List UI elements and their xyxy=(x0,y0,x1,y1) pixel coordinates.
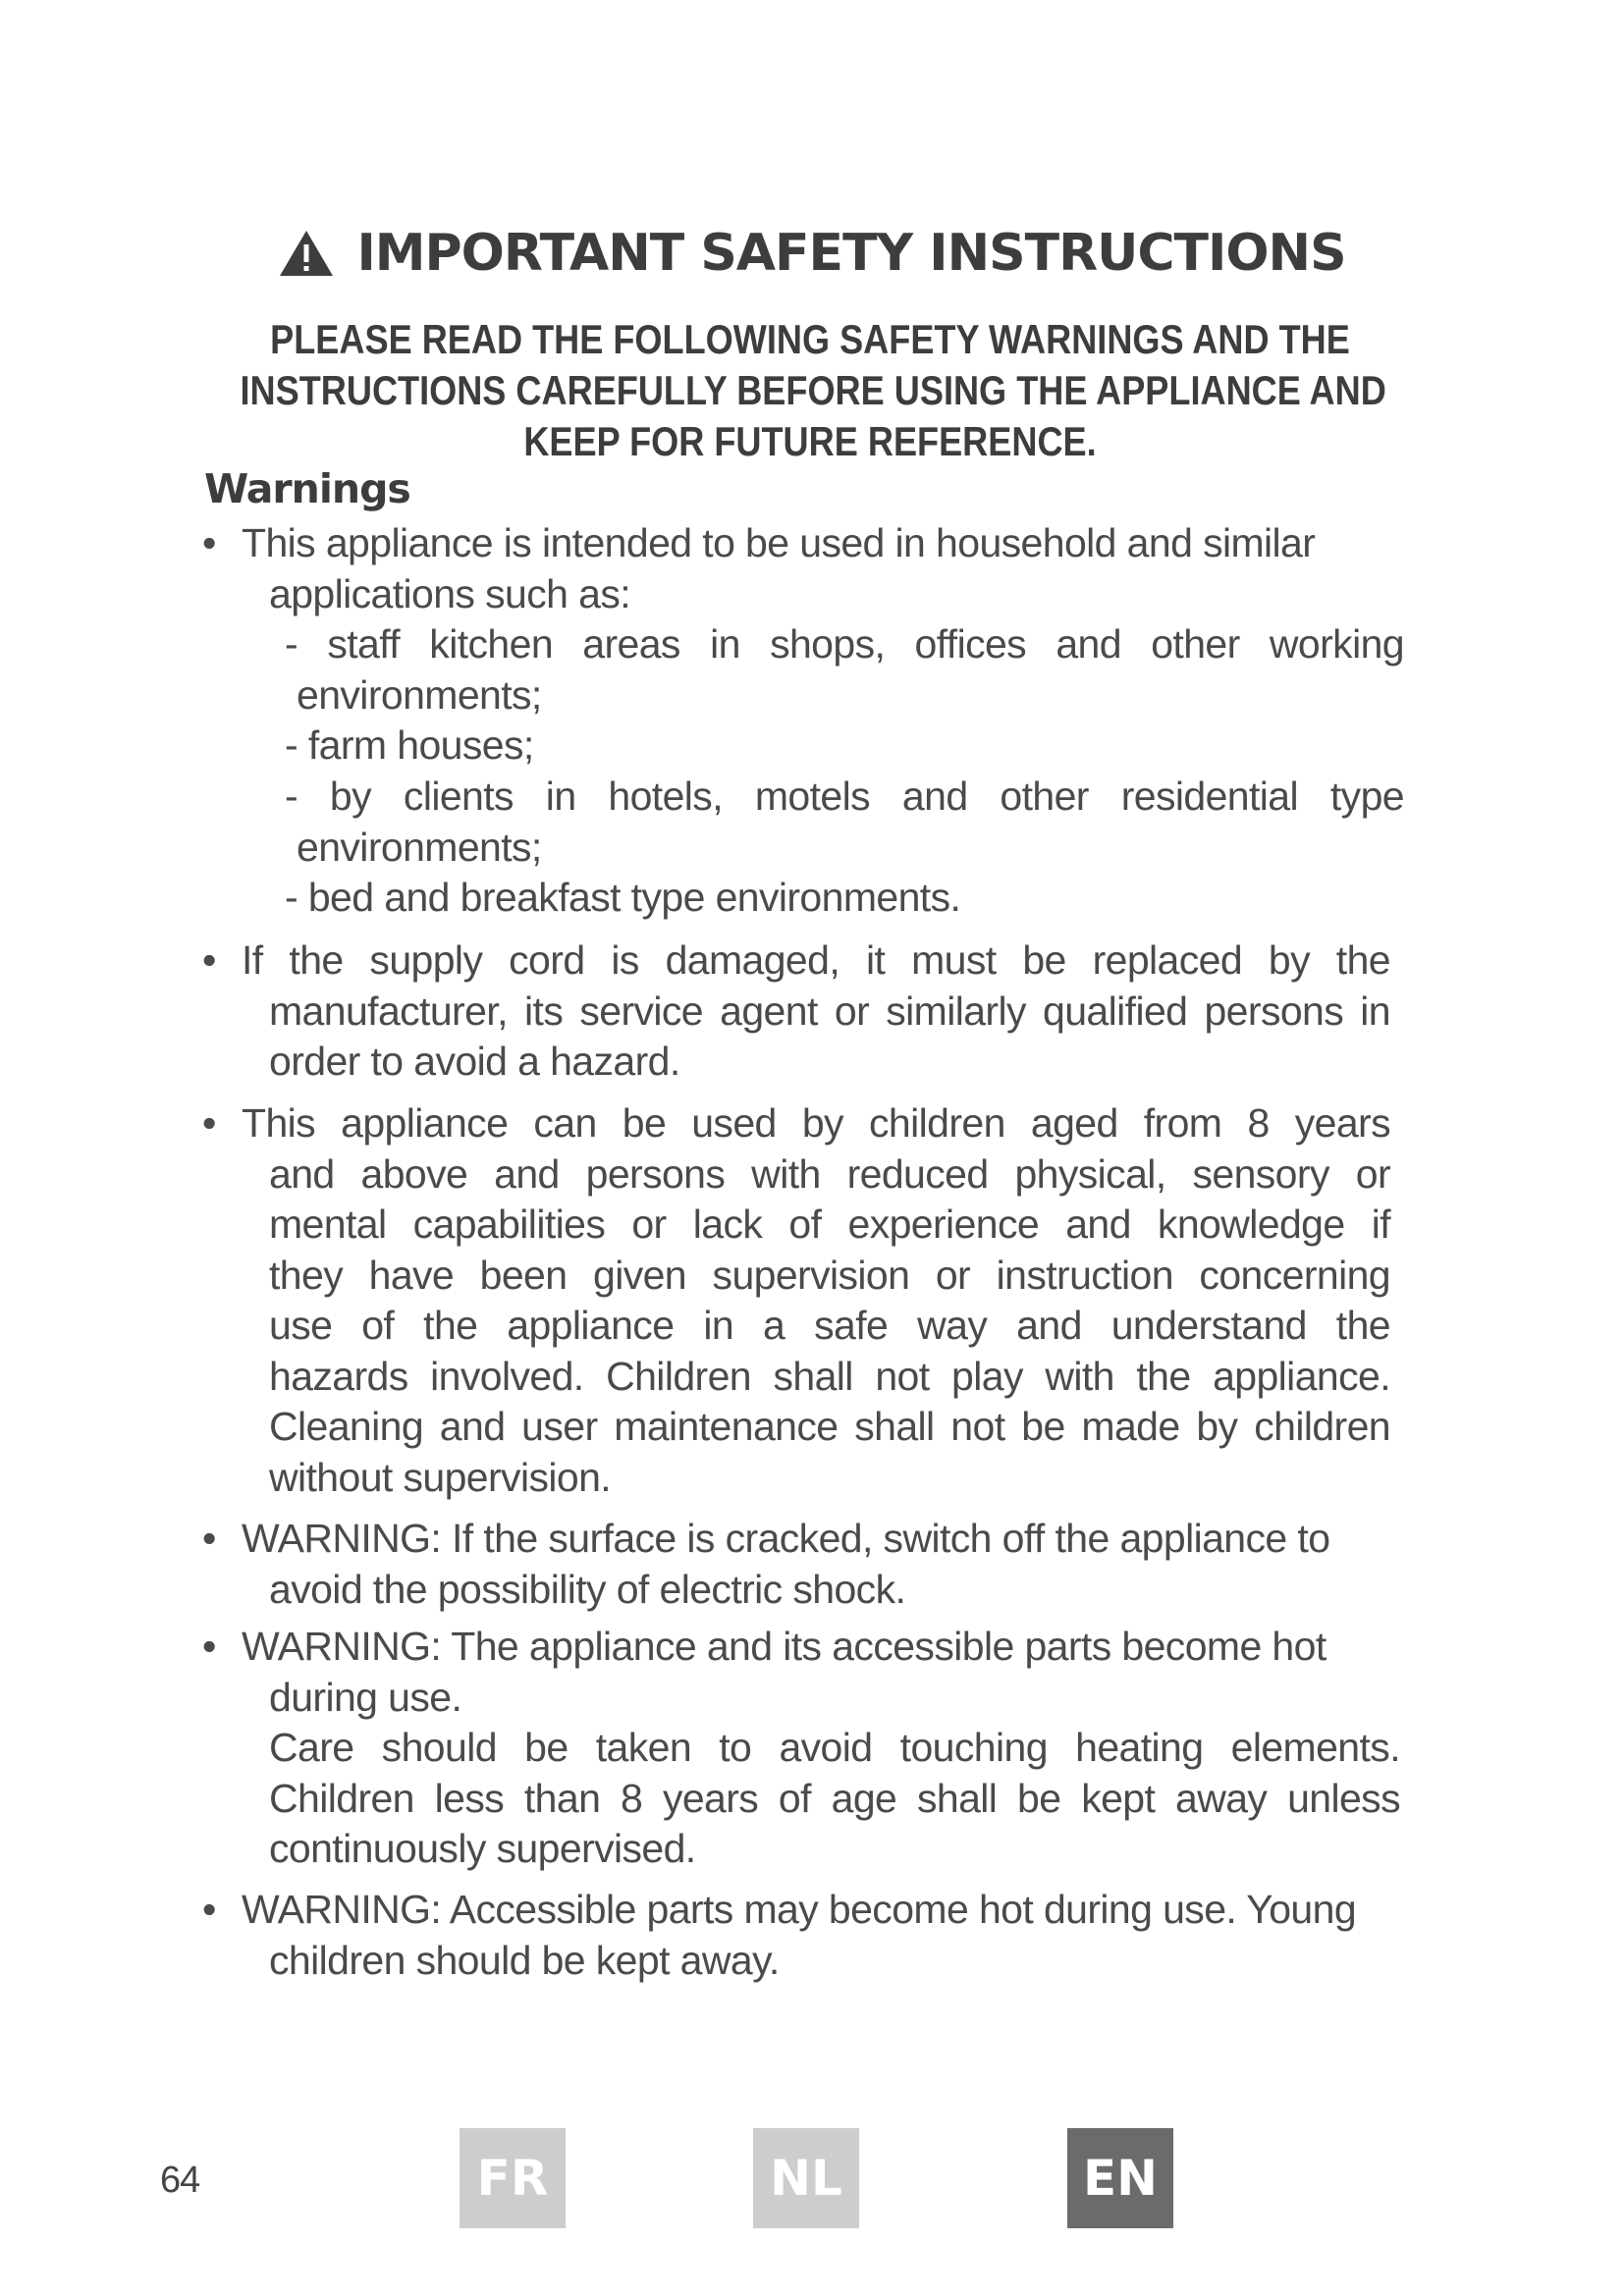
sub-item xyxy=(285,873,1404,924)
text-line: avoid the possibility of electric shock. xyxy=(269,1566,906,1612)
bullet-dot: • xyxy=(202,937,216,983)
text-line: use of the appliance in a safe way and understand the xyxy=(269,1303,1390,1348)
text-line: order to avoid a hazard. xyxy=(269,1039,680,1084)
warning-text xyxy=(242,1514,1400,1615)
text-line: - bed and breakfast type environments. xyxy=(285,875,961,920)
sub-item xyxy=(285,772,1404,873)
warning-text xyxy=(242,1098,1390,1503)
language-code: NL xyxy=(770,2150,842,2207)
bullet-dot: • xyxy=(202,1887,216,1932)
language-tab-en[interactable] xyxy=(1067,2128,1173,2228)
warning-text xyxy=(242,1622,1400,1875)
subtitle-line: KEEP FOR FUTURE REFERENCE. xyxy=(523,418,1097,464)
text-line: children should be kept away. xyxy=(269,1937,780,1983)
text-line: Children less than 8 years of age shall be kept away unless xyxy=(269,1775,1400,1821)
text-line: mental capabilities or lack of experience and knowledge if xyxy=(269,1201,1390,1247)
text-line: and above and persons with reduced physical, sensory or xyxy=(269,1150,1390,1197)
warning-text xyxy=(242,1885,1400,1986)
text-line: - farm houses; xyxy=(285,722,534,768)
text-line: without supervision. xyxy=(269,1454,612,1500)
text-line: they have been given supervision or instruction concerning xyxy=(269,1252,1390,1298)
text-line: environments; xyxy=(297,671,542,718)
text-line: This appliance is intended to be used in household and similar xyxy=(242,520,1316,565)
page-title: IMPORTANT SAFETY INSTRUCTIONS xyxy=(356,224,1346,283)
text-line: WARNING: If the surface is cracked, switch off the appliance to xyxy=(242,1516,1330,1561)
subtitle-line: INSTRUCTIONS CAREFULLY BEFORE USING THE APPLIANCE AND xyxy=(240,367,1386,413)
text-line: This appliance can be used by children aged from 8 years xyxy=(242,1100,1390,1146)
warning-triangle-icon xyxy=(278,229,335,278)
text-line: If the supply cord is damaged, it must be replaced by the xyxy=(242,937,1390,983)
sub-item xyxy=(285,721,1404,772)
text-line: during use. xyxy=(269,1674,462,1720)
language-tab-fr[interactable] xyxy=(460,2128,566,2228)
language-code: EN xyxy=(1082,2150,1158,2207)
text-line: Cleaning and user maintenance shall not be made by children xyxy=(269,1404,1390,1449)
text-line: hazards involved. Children shall not play with the appliance. xyxy=(269,1353,1390,1399)
text-line: applications such as: xyxy=(269,570,631,616)
text-line: continuously supervised. xyxy=(269,1826,696,1871)
warning-text xyxy=(242,518,1400,619)
bullet-dot: • xyxy=(202,1100,216,1146)
text-line: Care should be taken to avoid touching heating elements. xyxy=(269,1725,1400,1770)
warning-text xyxy=(242,935,1390,1088)
section-heading: Warnings xyxy=(204,465,410,512)
safety-subtitle xyxy=(240,314,1386,467)
text-line: manufacturer, its service agent or similarly qualified persons in xyxy=(269,988,1390,1034)
bullet-dot: • xyxy=(202,520,216,565)
text-line: WARNING: The appliance and its accessible parts become hot xyxy=(242,1624,1326,1669)
title-row xyxy=(0,224,1624,283)
text-line: - staff kitchen areas in shops, offices and other working xyxy=(285,621,1404,667)
subtitle-line: PLEASE READ THE FOLLOWING SAFETY WARNINGS AND THE xyxy=(270,316,1350,362)
language-code: FR xyxy=(476,2150,549,2207)
text-line: environments; xyxy=(297,824,542,870)
text-line: WARNING: Accessible parts may become hot during use. Young xyxy=(242,1887,1357,1932)
bullet-dot: • xyxy=(202,1516,216,1561)
page-number: 64 xyxy=(160,2160,200,2201)
sub-item xyxy=(285,619,1404,721)
language-tab-nl[interactable] xyxy=(753,2128,859,2228)
bullet-dot: • xyxy=(202,1624,216,1669)
text-line: - by clients in hotels, motels and other residential type xyxy=(285,774,1404,819)
